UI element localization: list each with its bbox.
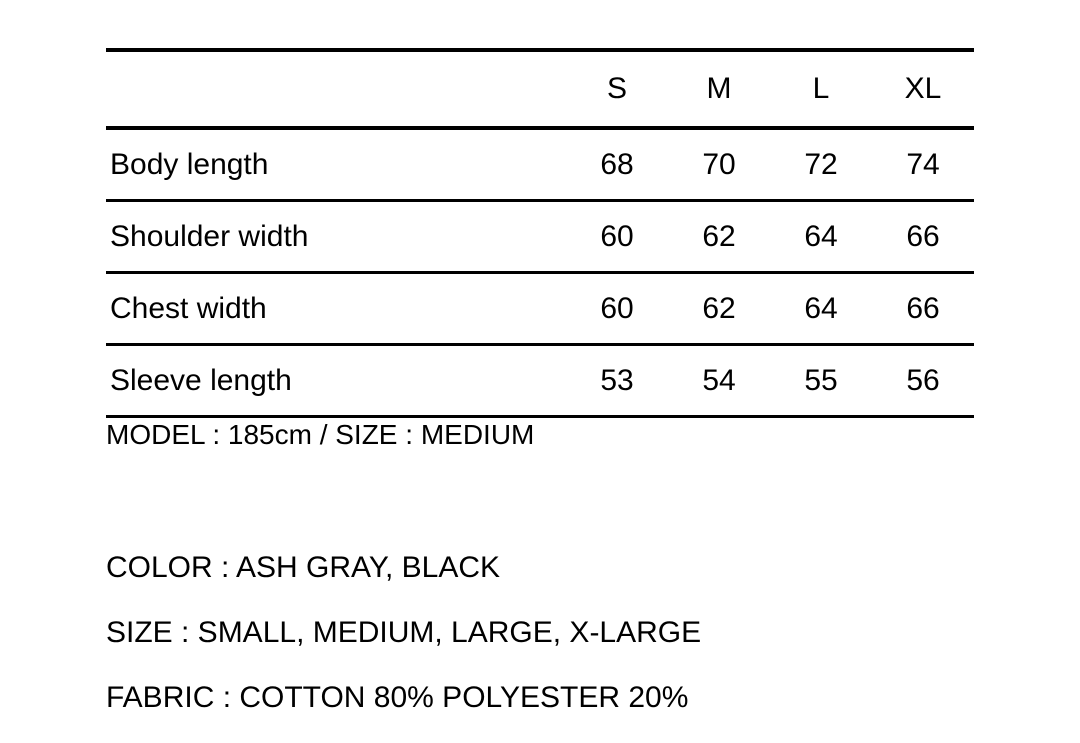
product-spec-list: [106, 553, 1006, 713]
size-measurements-table: [106, 48, 974, 418]
spec-fabric: FABRIC : COTTON 80% POLYESTER 20%: [106, 681, 689, 714]
cell-shoulder-width-m: 62: [668, 201, 770, 273]
column-header-l: L: [770, 50, 872, 128]
cell-sleeve-length-xl: 56: [872, 345, 974, 417]
column-header-measurement: [106, 50, 566, 128]
column-header-s: S: [566, 50, 668, 128]
cell-chest-width-s: 60: [566, 273, 668, 345]
column-header-xl: XL: [872, 50, 974, 128]
spec-size: SIZE : SMALL, MEDIUM, LARGE, X-LARGE: [106, 616, 702, 649]
table-body: [106, 128, 974, 417]
table-row: [106, 273, 974, 345]
row-label-chest-width: Chest width: [106, 273, 566, 345]
cell-sleeve-length-m: 54: [668, 345, 770, 417]
row-label-sleeve-length: Sleeve length: [106, 345, 566, 417]
cell-body-length-xl: 74: [872, 128, 974, 201]
column-header-m: M: [668, 50, 770, 128]
cell-body-length-l: 72: [770, 128, 872, 201]
model-info-note: MODEL : 185cm / SIZE : MEDIUM: [106, 419, 535, 450]
table-row: [106, 201, 974, 273]
cell-body-length-s: 68: [566, 128, 668, 201]
table-row: [106, 128, 974, 201]
row-label-shoulder-width: Shoulder width: [106, 201, 566, 273]
table-header-row: [106, 50, 974, 128]
cell-chest-width-m: 62: [668, 273, 770, 345]
spec-color: COLOR : ASH GRAY, BLACK: [106, 551, 501, 584]
cell-shoulder-width-xl: 66: [872, 201, 974, 273]
cell-sleeve-length-l: 55: [770, 345, 872, 417]
cell-shoulder-width-l: 64: [770, 201, 872, 273]
table-row: [106, 345, 974, 417]
row-label-body-length: Body length: [106, 128, 566, 201]
cell-sleeve-length-s: 53: [566, 345, 668, 417]
table-header: [106, 50, 974, 128]
cell-chest-width-l: 64: [770, 273, 872, 345]
cell-chest-width-xl: 66: [872, 273, 974, 345]
cell-body-length-m: 70: [668, 128, 770, 201]
cell-shoulder-width-s: 60: [566, 201, 668, 273]
